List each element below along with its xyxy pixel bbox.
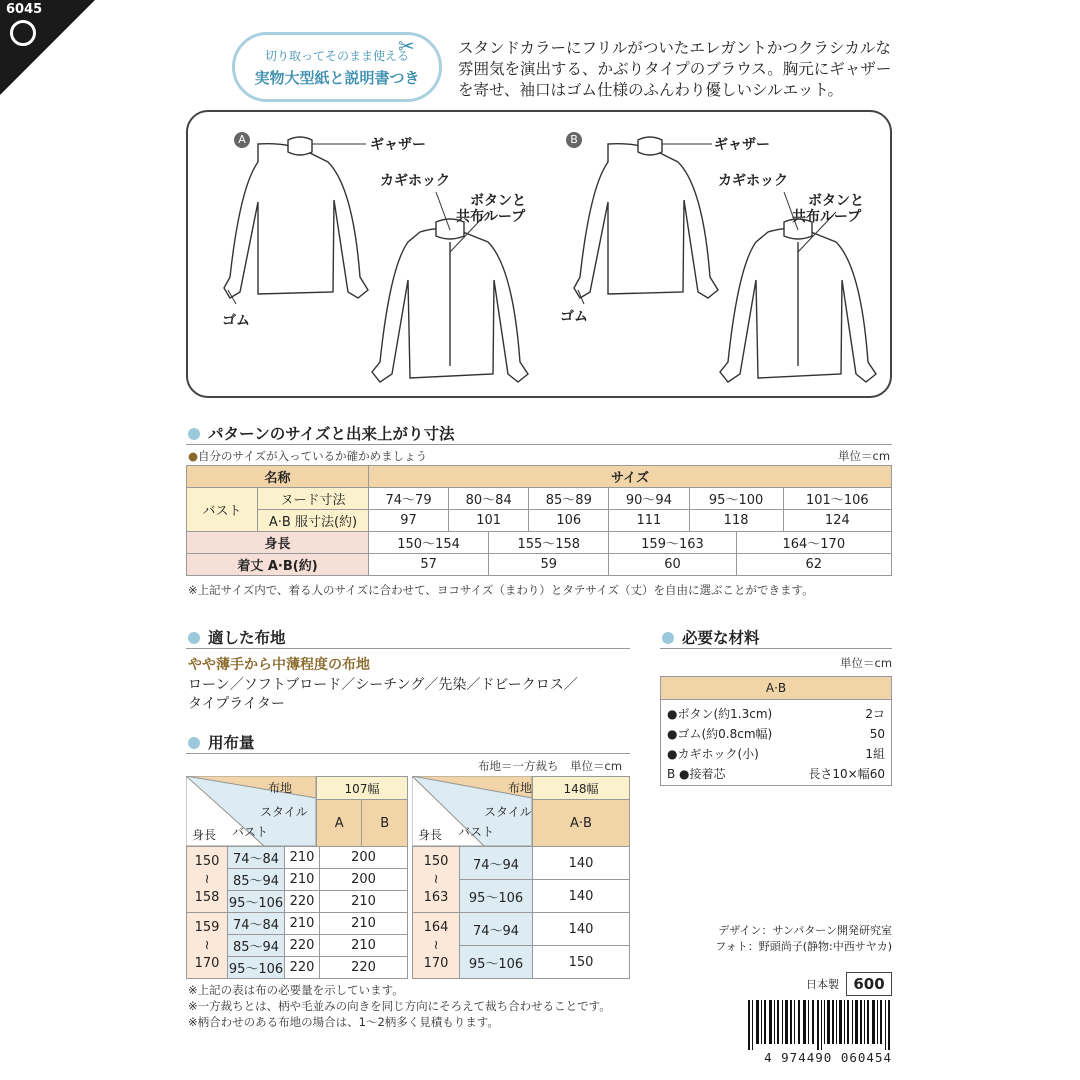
finished-value: 106 (529, 510, 609, 532)
col-b: B (362, 800, 408, 847)
height-range: 159 ≀ 170 (187, 913, 228, 979)
label-gather-a: ギャザー (370, 137, 426, 153)
divider (660, 648, 892, 649)
bust-range: 95〜106 (460, 946, 533, 979)
illustration-box (186, 110, 892, 398)
fabric-label: 布地 (508, 781, 533, 795)
finished-value: 111 (609, 510, 689, 532)
value-ab: 150 (533, 946, 630, 979)
value-ab: 140 (533, 880, 630, 913)
size-unit: 単位＝cm (838, 449, 891, 463)
bust-range: 74〜84 (228, 913, 285, 935)
bust-range: 95〜106 (460, 880, 533, 913)
value-a: 220 (285, 935, 320, 957)
nude-value: 90〜94 (609, 488, 689, 510)
made-in-japan: 日本製 (806, 978, 839, 991)
value-b: 200 (320, 869, 408, 891)
height-label: 身長 (192, 828, 217, 842)
finished-value: 101 (449, 510, 529, 532)
fabric-section-title: 適した布地 (188, 626, 286, 648)
value-ab: 140 (533, 847, 630, 880)
credit-photo: フォト：野頭尚子(静物:中西サヤカ) (715, 940, 892, 953)
height-value: 159〜163 (609, 532, 736, 554)
style-label: スタイル (484, 805, 532, 819)
label-button-b-1: ボタンと (808, 193, 864, 209)
intro-text: スタンドカラーにフリルがついたエレガントかつクラシカルな雰囲気を演出する、かぶりタイプのブラウス。胸元にギャザーを寄せ、袖口はゴム仕様のふんわり優しいシルエット。 (458, 39, 892, 99)
value-a: 220 (285, 957, 320, 979)
value-a: 210 (285, 847, 320, 869)
barcode-number: 4 974490 060454 (764, 1050, 892, 1065)
logo-circle-icon (10, 20, 36, 46)
material-item: ●ゴム(約0.8cm幅) 50 (667, 727, 885, 741)
yardage-note-1: ※上記の表は布の必要量を示しています。 (188, 983, 404, 997)
materials-box (660, 676, 892, 786)
value-a: 210 (285, 913, 320, 935)
size-footnote: ※上記サイズ内で、着る人のサイズに合わせて、ヨコサイズ（まわり）とタテサイズ（丈）を自由に選ぶことができます。 (188, 583, 814, 597)
length-label: 着丈 A·B(約) (187, 554, 369, 576)
nude-value: 74〜79 (369, 488, 449, 510)
price-box: 600 (846, 972, 892, 996)
bullet-icon (188, 632, 200, 644)
value-b: 210 (320, 935, 408, 957)
height-label: 身長 (187, 532, 369, 554)
height-range: 164 ≀ 170 (413, 913, 460, 979)
length-value: 60 (609, 554, 736, 576)
nude-label: ヌード寸法 (258, 488, 369, 510)
fabric-subtitle: やや薄手から中薄程度の布地 (188, 657, 370, 673)
label-button-b-2: 共布ループ (792, 209, 862, 225)
length-value: 59 (489, 554, 609, 576)
finished-value: 97 (369, 510, 449, 532)
bust-range: 95〜106 (228, 957, 285, 979)
material-item: ●カギホック(小) 1組 (667, 747, 885, 761)
scissors-icon: ✂ (398, 34, 415, 58)
barcode-icon (748, 1000, 892, 1050)
height-value: 164〜170 (736, 532, 891, 554)
badge-line-2: 実物大型紙と説明書つき (254, 69, 420, 87)
value-b: 210 (320, 913, 408, 935)
height-value: 155〜158 (489, 532, 609, 554)
height-value: 150〜154 (369, 532, 489, 554)
label-elastic-b: ゴム (560, 309, 588, 325)
bullet-icon (662, 632, 674, 644)
length-value: 62 (736, 554, 891, 576)
materials-header: A·B (661, 677, 891, 700)
label-elastic-a: ゴム (222, 313, 250, 329)
length-value: 57 (369, 554, 489, 576)
nude-value: 85〜89 (529, 488, 609, 510)
value-ab: 140 (533, 913, 630, 946)
fabric-list-1: ローン／ソフトブロード／シーチング／先染／ドビークロス／ (188, 677, 578, 693)
value-b: 200 (320, 847, 408, 869)
header-name: 名称 (187, 466, 369, 488)
bust-range: 74〜94 (460, 847, 533, 880)
col-a: A (317, 800, 362, 847)
divider (186, 753, 630, 754)
label-hook-a: カギホック (380, 173, 450, 189)
header-size: サイズ (369, 466, 892, 488)
credit-design: デザイン：サンパターン開発研究室 (718, 924, 892, 937)
fabric-list-2: タイプライター (188, 696, 285, 712)
bust-label: バスト (458, 825, 495, 839)
width-148: 148幅 (533, 777, 630, 800)
height-range: 150 ≀ 158 (187, 847, 228, 913)
yardage-section-title: 用布量 (188, 731, 255, 753)
material-item: B ●接着芯 長さ10×幅60 (667, 767, 885, 781)
bullet-icon (188, 737, 200, 749)
style-label: スタイル (260, 805, 308, 819)
materials-unit: 単位＝cm (840, 656, 893, 670)
bust-range: 85〜94 (228, 869, 285, 891)
variant-b-badge: B (566, 132, 582, 148)
label-button-a-2: 共布ループ (456, 209, 526, 225)
yardage-note-2: ※一方裁ちとは、柄や毛並みの向きを同じ方向にそろえて裁ち合わせることです。 (188, 999, 611, 1013)
yardage-table-107 (186, 776, 408, 978)
value-b: 210 (320, 891, 408, 913)
material-item: ●ボタン(約1.3cm) 2コ (667, 707, 885, 721)
variant-a-badge: A (234, 132, 250, 148)
bust-label: バスト (187, 488, 258, 532)
finished-label: A·B 服寸法(約) (258, 510, 369, 532)
blouse-illustrations (188, 112, 890, 396)
width-107: 107幅 (317, 777, 408, 800)
divider (186, 444, 892, 445)
bust-range: 74〜84 (228, 847, 285, 869)
size-section-title: パターンのサイズと出来上がり寸法 (188, 422, 454, 444)
col-ab: A·B (533, 800, 630, 847)
value-a: 210 (285, 869, 320, 891)
bust-range: 95〜106 (228, 891, 285, 913)
value-b: 220 (320, 957, 408, 979)
height-range: 150 ≀ 163 (413, 847, 460, 913)
label-button-a-1: ボタンと (470, 193, 526, 209)
yardage-unit: 布地＝一方裁ち 単位＝cm (478, 759, 623, 773)
bust-range: 85〜94 (228, 935, 285, 957)
pattern-number: 6045 (6, 2, 43, 17)
finished-value: 118 (689, 510, 783, 532)
fabric-label: 布地 (268, 781, 293, 795)
finished-value: 124 (783, 510, 891, 532)
nude-value: 95〜100 (689, 488, 783, 510)
yardage-note-3: ※柄合わせのある布地の場合は、1〜2柄多く見積もります。 (188, 1015, 499, 1029)
materials-section-title: 必要な材料 (662, 626, 760, 648)
size-table (186, 465, 892, 576)
height-label: 身長 (418, 828, 443, 842)
bullet-icon (188, 428, 200, 440)
label-hook-b: カギホック (718, 173, 788, 189)
bust-range: 74〜94 (460, 913, 533, 946)
yardage-table-148 (412, 776, 630, 978)
nude-value: 80〜84 (449, 488, 529, 510)
bust-label: バスト (232, 825, 269, 839)
label-gather-b: ギャザー (714, 137, 770, 153)
size-note: ●自分のサイズが入っているか確かめましょう (188, 449, 428, 463)
nude-value: 101〜106 (783, 488, 891, 510)
badge-line-1: 切り取ってそのまま使える (264, 49, 409, 63)
divider (186, 648, 630, 649)
value-a: 220 (285, 891, 320, 913)
